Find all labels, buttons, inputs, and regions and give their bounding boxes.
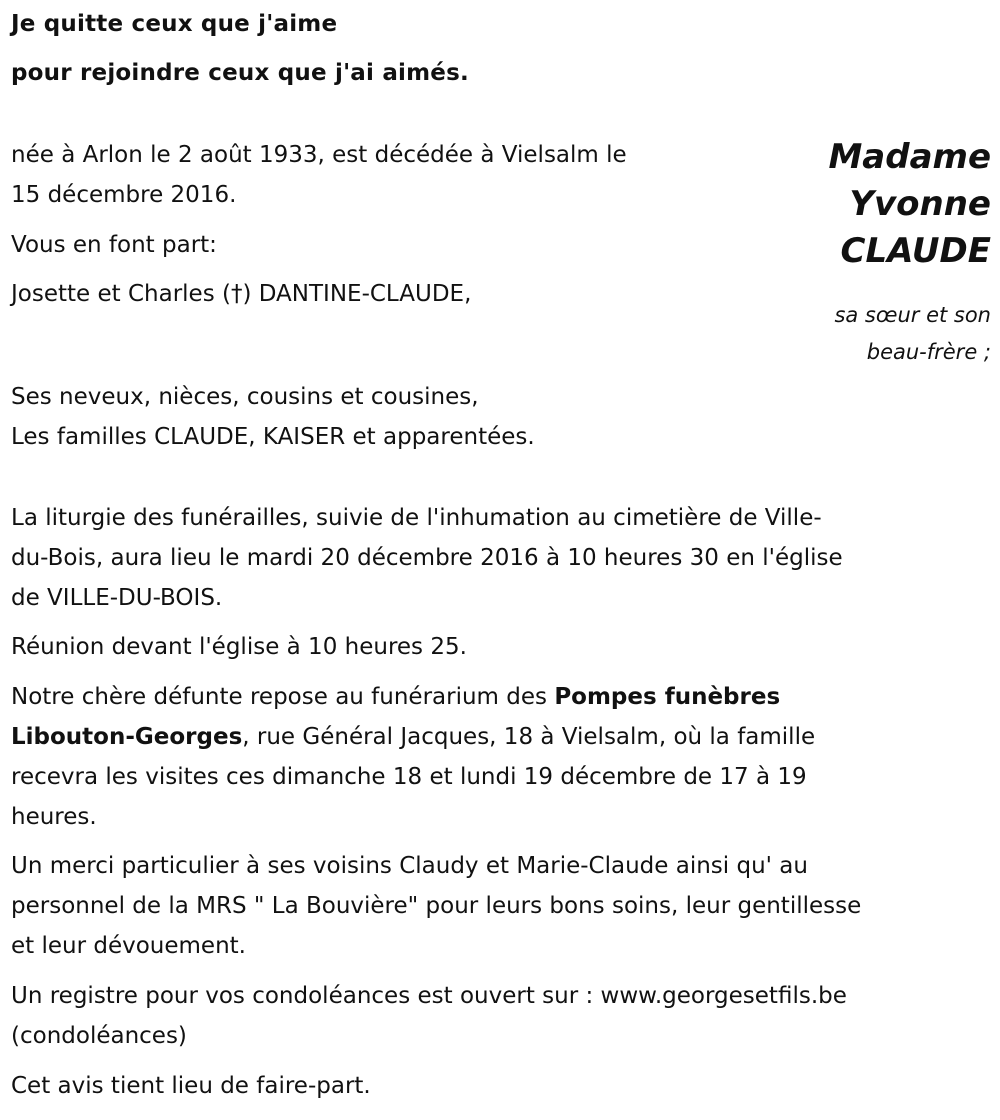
family-line-2: Les familles CLAUDE, KAISER et apparentées. bbox=[11, 424, 535, 450]
relation-line-2: beau-frère ; bbox=[866, 340, 991, 364]
funeral-line-1: La liturgie des funérailles, suivie de l'inhumation au cimetière de Ville- bbox=[11, 505, 822, 531]
relation-note bbox=[834, 297, 991, 371]
visitation-line-1 bbox=[11, 677, 780, 717]
sister-names: Josette et Charles ( bbox=[11, 281, 231, 307]
funeral-home-name-part-1: Pompes funèbres bbox=[554, 684, 781, 710]
registry-prefix: Un registre pour vos condoléances est ouvert sur : bbox=[11, 983, 601, 1009]
visitation-line-3: recevra les visites ces dimanche 18 et lundi 19 décembre de 17 à 19 bbox=[11, 764, 807, 790]
registry-line-1 bbox=[11, 976, 847, 1016]
deceased-name-block bbox=[828, 134, 991, 275]
epigraph-line-1: Je quitte ceux que j'aime bbox=[11, 11, 338, 37]
funeral-home-name-part-2: Libouton-Georges bbox=[11, 724, 243, 750]
condolences-website-link[interactable]: www.georgesetfils.be bbox=[600, 983, 847, 1009]
epigraph-line-2: pour rejoindre ceux que j'ai aimés. bbox=[11, 60, 469, 86]
deceased-title: Madame bbox=[828, 137, 991, 177]
birth-death-line-2: 15 décembre 2016. bbox=[11, 182, 237, 208]
visitation-prefix: Notre chère défunte repose au funérarium des bbox=[11, 684, 555, 710]
registry-line-2: (condoléances) bbox=[11, 1023, 187, 1049]
meeting-line: Réunion devant l'église à 10 heures 25. bbox=[11, 634, 467, 660]
thanks-line-2: personnel de la MRS " La Bouvière" pour leurs bons soins, leur gentillesse bbox=[11, 893, 862, 919]
deceased-first-name: Yvonne bbox=[849, 184, 991, 224]
sister-surname: ) DANTINE-CLAUDE, bbox=[242, 281, 472, 307]
family-line-1: Ses neveux, nièces, cousins et cousines, bbox=[11, 384, 479, 410]
funeral-line-2: du-Bois, aura lieu le mardi 20 décembre 2016 à 10 heures 30 en l'église bbox=[11, 545, 843, 571]
announcers-intro: Vous en font part: bbox=[11, 232, 217, 258]
cross-icon: † bbox=[230, 281, 243, 307]
thanks-line-3: et leur dévouement. bbox=[11, 933, 246, 959]
sister-line bbox=[11, 274, 471, 314]
visitation-line-2 bbox=[11, 717, 815, 757]
relation-line-1: sa sœur et son bbox=[834, 303, 991, 327]
thanks-line-1: Un merci particulier à ses voisins Claudy et Marie-Claude ainsi qu' au bbox=[11, 853, 808, 879]
closing-line: Cet avis tient lieu de faire-part. bbox=[11, 1073, 371, 1099]
funeral-line-3: de VILLE-DU-BOIS. bbox=[11, 585, 223, 611]
visitation-line-4: heures. bbox=[11, 804, 97, 830]
funeral-home-address: , rue Général Jacques, 18 à Vielsalm, où la famille bbox=[242, 724, 816, 750]
birth-death-line-1: née à Arlon le 2 août 1933, est décédée à Vielsalm le bbox=[11, 142, 627, 168]
deceased-last-name: CLAUDE bbox=[840, 231, 991, 271]
